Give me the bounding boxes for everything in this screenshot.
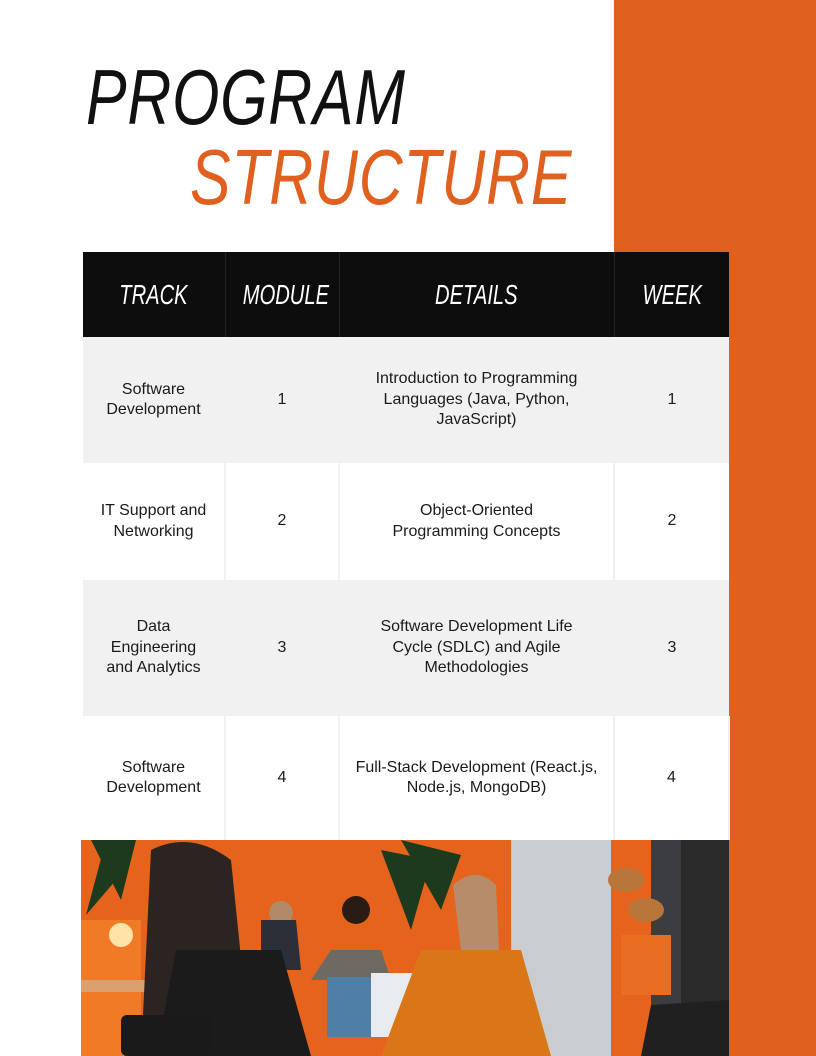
header-week: WEEK [614,252,729,337]
title-program: PROGRAM [86,53,406,141]
title-structure: STRUCTURE [190,133,573,221]
table-row [83,580,729,716]
cell-details: Object-Oriented Programming Concepts [339,463,614,580]
table-row [83,337,729,463]
cell-week: 1 [614,337,729,463]
cell-track: Software Development [83,337,225,463]
table-row [83,716,729,840]
table-header-row [83,252,729,337]
cell-track: IT Support and Networking [83,463,225,580]
cell-details: Software Development Life Cycle (SDLC) and Agile Methodologies [339,580,614,716]
cell-details: Introduction to Programming Languages (Java, Python, JavaScript) [339,337,614,463]
cell-module: 4 [225,716,339,840]
header-details: DETAILS [339,252,614,337]
header-track: TRACK [83,252,225,337]
program-structure-table [83,252,729,840]
header-module: MODULE [225,252,339,337]
cell-module: 3 [225,580,339,716]
cell-track: Software Development [83,716,225,840]
cell-week: 3 [614,580,729,716]
cell-track: Data Engineering and Analytics [83,580,225,716]
cell-week: 4 [614,716,729,840]
cell-details: Full-Stack Development (React.js, Node.js, MongoDB) [339,716,614,840]
cell-week: 2 [614,463,729,580]
office-photo [81,840,729,1056]
cell-module: 2 [225,463,339,580]
cell-module: 1 [225,337,339,463]
office-scene-illustration [81,840,729,1056]
table-row [83,463,729,580]
